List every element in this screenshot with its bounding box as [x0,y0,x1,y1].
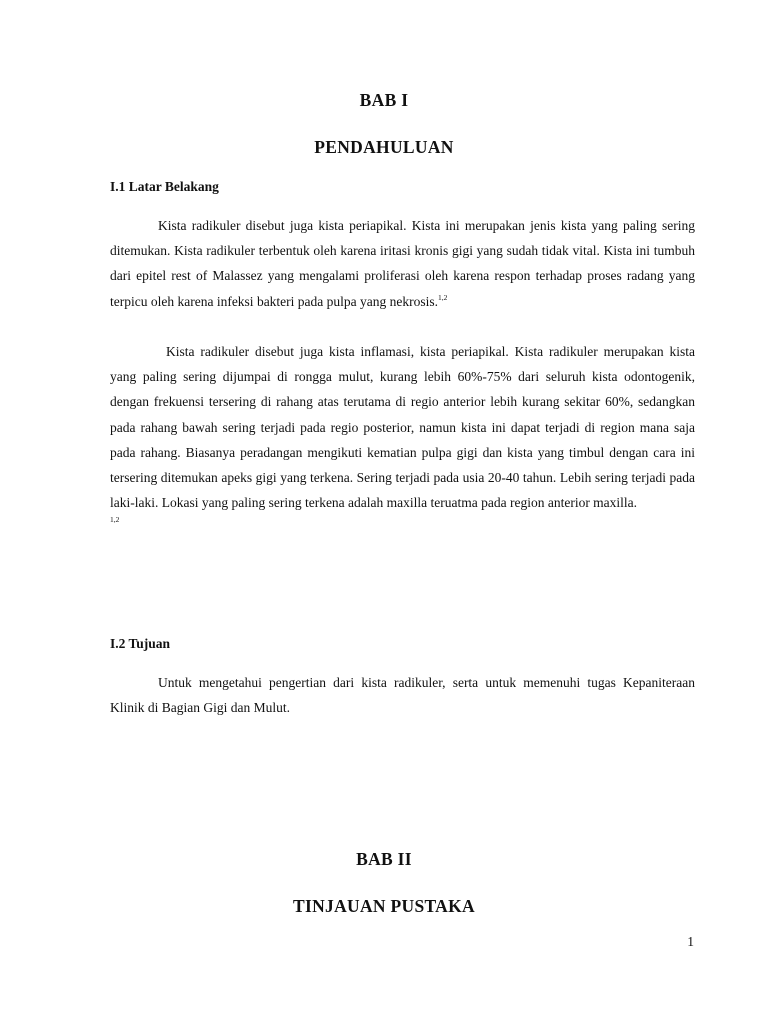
paragraph-tujuan: Untuk mengetahui pengertian dari kista radikuler, serta untuk memenuhi tugas Kepaniteraan Klinik di Bagian Gigi dan Mulut. [110,675,695,716]
citation-reference: 1,2 [110,515,120,525]
section-heading-latar-belakang: I.1 Latar Belakang [110,179,219,194]
chapter-subtitle: PENDAHULUAN [314,137,454,157]
page-number: 1 [687,934,694,949]
paragraph-text: Kista radikuler disebut juga kista periapikal. Kista ini merupakan jenis kista yang paling sering ditemukan. Kista radikuler terbentuk oleh karena iritasi kronis gigi yang sudah tidak vital. Kista ini tumbuh dari epitel rest of Malassez yang mengalami proliferasi oleh karena respon terhadap proses radang yang terpicu oleh karena infeksi bakteri pada pulpa yang nekrosis. [110,218,695,309]
chapter-subtitle-2: TINJAUAN PUSTAKA [293,896,475,916]
paragraph-latar-belakang-2 [110,339,695,525]
chapter-title: BAB I [359,90,409,110]
citation-reference: 1,2 [438,292,448,302]
chapter-title-2: BAB II [356,849,412,869]
paragraph-latar-belakang-1 [110,213,695,314]
paragraph-text: Kista radikuler disebut juga kista inflamasi, kista periapikal. Kista radikuler merupakan kista yang paling sering dijumpai di rongga mulut, kurang lebih 60%-75% dari seluruh kista odontogenik, dengan frekuensi tersering di rahang atas terutama di regio anterior lebih kurang sekitar 60%, sedangkan pada rahang bawah sering terjadi pada regio posterior, namun kista ini dapat terjadi di region mana saja pada rahang. Biasanya peradangan mengikuti kematian pulpa gigi dan kista yang timbul dengan cara ini tersering ditemukan apeks gigi yang terkena. Sering terjadi pada usia 20-40 tahun. Lebih sering terjadi pada laki-laki. Lokasi yang paling sering terkena adalah maxilla teruatma pada region anterior maxilla. [110,344,695,511]
section-heading-tujuan: I.2 Tujuan [110,636,171,651]
